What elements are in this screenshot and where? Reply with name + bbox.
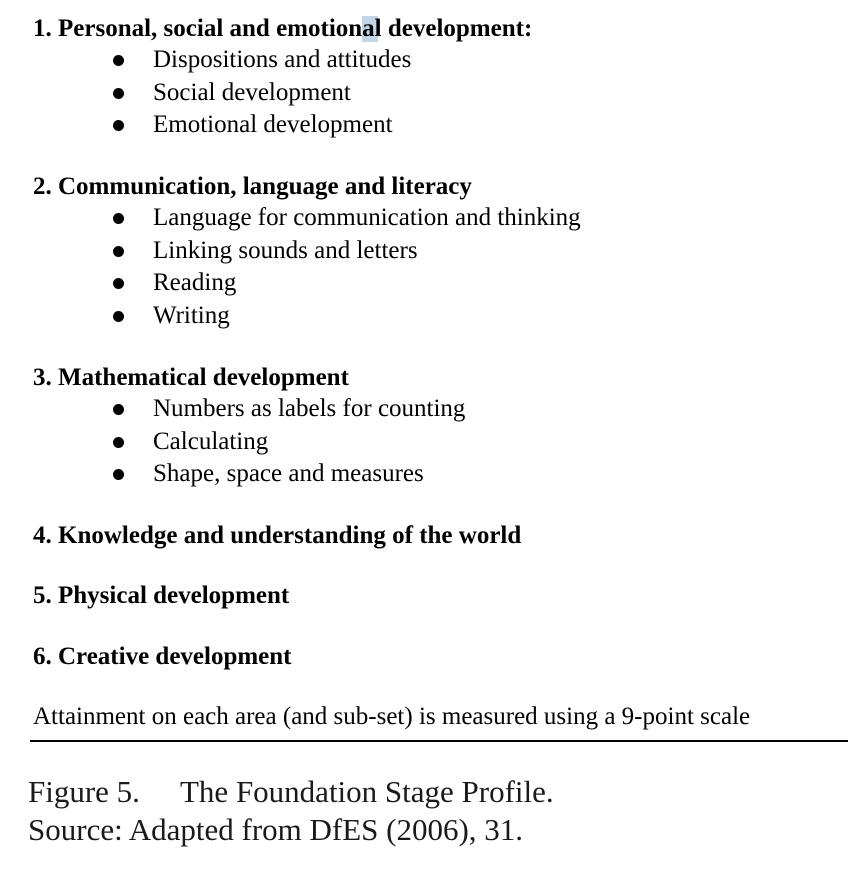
- figure-number: Figure 5.: [28, 774, 140, 809]
- bullet-icon: [113, 469, 124, 480]
- area-heading-2: 2. Communication, language and literacy: [33, 173, 472, 200]
- document-page: 1. Personal, social and emotional development: Dispositions and attitudes Social development Emotional development 2. Communication, language and literacy Language for communication and thinking Linking sounds and letters Reading Writing 3. Mathematical development Numbers as labels for counting Calculating Shape, space and measures 4. Knowledge and understanding of the world 5. Physical development 6. Creative development Attainment on each area (and sub-set) is measured using a 9-point scale Figure 5. The Foundation Stage Profile. Source: Adapted from DfES (2006), 31.: [0, 0, 848, 878]
- figure-caption: [28, 774, 554, 810]
- area-heading-3: 3. Mathematical development: [33, 364, 349, 391]
- bullet-icon: [113, 88, 124, 99]
- bullet-icon: [113, 55, 124, 66]
- area-heading-6: 6. Creative development: [33, 643, 292, 670]
- bullet-icon: [113, 120, 124, 131]
- bullet-icon: [113, 246, 124, 257]
- figure-title: The Foundation Stage Profile.: [180, 774, 554, 809]
- horizontal-rule: [30, 740, 848, 742]
- bullet-icon: [113, 213, 124, 224]
- area-heading-1: 1. Personal, social and emotional development:: [33, 15, 533, 42]
- area-heading-5: 5. Physical development: [33, 582, 290, 609]
- figure-source: Source: Adapted from DfES (2006), 31.: [28, 812, 524, 847]
- bullet-icon: [113, 311, 124, 322]
- attainment-note: Attainment on each area (and sub-set) is measured using a 9-point scale: [33, 703, 751, 730]
- bullet-icon: [113, 278, 124, 289]
- area-heading-4: 4. Knowledge and understanding of the world: [33, 522, 522, 549]
- bullet-icon: [113, 404, 124, 415]
- bullet-icon: [113, 437, 124, 448]
